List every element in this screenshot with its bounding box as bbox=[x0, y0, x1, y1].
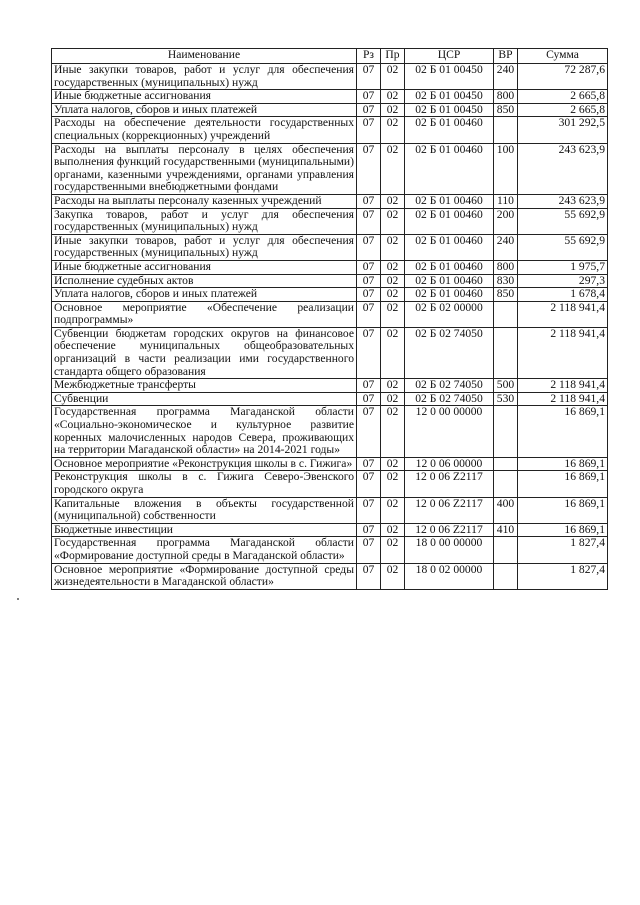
cell-vr bbox=[494, 327, 518, 378]
cell-name: Капитальные вложения в объекты государственной (муниципальной) собственности bbox=[52, 497, 357, 523]
cell-csr: 02 Б 01 00460 bbox=[405, 117, 494, 143]
cell-sum: 55 692,9 bbox=[518, 208, 608, 234]
cell-rz: 07 bbox=[357, 117, 381, 143]
table-row bbox=[52, 90, 608, 104]
cell-csr: 12 0 06 Z2117 bbox=[405, 497, 494, 523]
cell-rz: 07 bbox=[357, 260, 381, 274]
cell-rz: 07 bbox=[357, 301, 381, 327]
cell-rz: 07 bbox=[357, 64, 381, 90]
cell-pr: 02 bbox=[381, 301, 405, 327]
table-row bbox=[52, 327, 608, 378]
cell-name: Закупка товаров, работ и услуг для обеспечения государственных (муниципальных) нужд bbox=[52, 208, 357, 234]
cell-sum: 16 869,1 bbox=[518, 406, 608, 457]
cell-name: Бюджетные инвестиции bbox=[52, 523, 357, 537]
table-row bbox=[52, 208, 608, 234]
cell-csr: 12 0 06 Z2117 bbox=[405, 523, 494, 537]
cell-pr: 02 bbox=[381, 117, 405, 143]
cell-sum: 2 665,8 bbox=[518, 90, 608, 104]
cell-vr: 830 bbox=[494, 274, 518, 288]
cell-name: Уплата налогов, сборов и иных платежей bbox=[52, 103, 357, 117]
table-row bbox=[52, 301, 608, 327]
header-name: Наименование bbox=[52, 49, 357, 64]
cell-pr: 02 bbox=[381, 457, 405, 471]
table-header-row bbox=[52, 49, 608, 64]
cell-pr: 02 bbox=[381, 103, 405, 117]
cell-name: Иные закупки товаров, работ и услуг для обеспечения государственных (муниципальных) нужд bbox=[52, 64, 357, 90]
cell-sum: 2 118 941,4 bbox=[518, 301, 608, 327]
cell-pr: 02 bbox=[381, 90, 405, 104]
cell-vr bbox=[494, 457, 518, 471]
cell-rz: 07 bbox=[357, 406, 381, 457]
table-row bbox=[52, 563, 608, 589]
cell-vr: 240 bbox=[494, 234, 518, 260]
header-sum: Сумма bbox=[518, 49, 608, 64]
cell-csr: 12 0 06 Z2117 bbox=[405, 471, 494, 497]
cell-vr: 530 bbox=[494, 392, 518, 406]
cell-pr: 02 bbox=[381, 143, 405, 194]
header-pr: Пр bbox=[381, 49, 405, 64]
cell-pr: 02 bbox=[381, 274, 405, 288]
table-row bbox=[52, 497, 608, 523]
cell-rz: 07 bbox=[357, 274, 381, 288]
cell-rz: 07 bbox=[357, 392, 381, 406]
cell-pr: 02 bbox=[381, 497, 405, 523]
cell-name: Субвенции bbox=[52, 392, 357, 406]
table-row bbox=[52, 274, 608, 288]
table-row bbox=[52, 194, 608, 208]
cell-rz: 07 bbox=[357, 497, 381, 523]
cell-name: Государственная программа Магаданской области «Формирование доступной среды в Магаданской области» bbox=[52, 537, 357, 563]
cell-name: Межбюджетные трансферты bbox=[52, 379, 357, 393]
cell-sum: 72 287,6 bbox=[518, 64, 608, 90]
cell-csr: 02 Б 02 00000 bbox=[405, 301, 494, 327]
cell-sum: 1 827,4 bbox=[518, 563, 608, 589]
table-row bbox=[52, 260, 608, 274]
cell-rz: 07 bbox=[357, 471, 381, 497]
cell-name: Иные закупки товаров, работ и услуг для обеспечения государственных (муниципальных) нужд bbox=[52, 234, 357, 260]
cell-rz: 07 bbox=[357, 103, 381, 117]
cell-vr: 410 bbox=[494, 523, 518, 537]
cell-csr: 02 Б 02 74050 bbox=[405, 392, 494, 406]
cell-csr: 02 Б 01 00450 bbox=[405, 64, 494, 90]
cell-pr: 02 bbox=[381, 523, 405, 537]
cell-csr: 02 Б 02 74050 bbox=[405, 327, 494, 378]
cell-csr: 12 0 06 00000 bbox=[405, 457, 494, 471]
cell-sum: 16 869,1 bbox=[518, 471, 608, 497]
cell-csr: 02 Б 01 00460 bbox=[405, 288, 494, 302]
cell-name: Основное мероприятие «Обеспечение реализации подпрограммы» bbox=[52, 301, 357, 327]
cell-pr: 02 bbox=[381, 194, 405, 208]
cell-csr: 02 Б 01 00460 bbox=[405, 194, 494, 208]
cell-vr: 800 bbox=[494, 260, 518, 274]
cell-vr bbox=[494, 406, 518, 457]
cell-vr: 400 bbox=[494, 497, 518, 523]
cell-rz: 07 bbox=[357, 379, 381, 393]
cell-csr: 02 Б 01 00460 bbox=[405, 143, 494, 194]
cell-pr: 02 bbox=[381, 379, 405, 393]
cell-sum: 1 975,7 bbox=[518, 260, 608, 274]
cell-name: Расходы на обеспечение деятельности государственных специальных (коррекционных) учреждений bbox=[52, 117, 357, 143]
cell-sum: 2 118 941,4 bbox=[518, 327, 608, 378]
cell-vr: 850 bbox=[494, 103, 518, 117]
cell-pr: 02 bbox=[381, 234, 405, 260]
cell-sum: 243 623,9 bbox=[518, 194, 608, 208]
cell-sum: 16 869,1 bbox=[518, 497, 608, 523]
cell-pr: 02 bbox=[381, 327, 405, 378]
table-row bbox=[52, 537, 608, 563]
header-csr: ЦСР bbox=[405, 49, 494, 64]
cell-vr bbox=[494, 537, 518, 563]
cell-name: Иные бюджетные ассигнования bbox=[52, 90, 357, 104]
cell-pr: 02 bbox=[381, 537, 405, 563]
cell-rz: 07 bbox=[357, 457, 381, 471]
cell-rz: 07 bbox=[357, 194, 381, 208]
cell-vr bbox=[494, 301, 518, 327]
cell-csr: 18 0 02 00000 bbox=[405, 563, 494, 589]
cell-rz: 07 bbox=[357, 327, 381, 378]
cell-pr: 02 bbox=[381, 471, 405, 497]
cell-vr bbox=[494, 471, 518, 497]
cell-vr: 110 bbox=[494, 194, 518, 208]
cell-vr bbox=[494, 563, 518, 589]
table-row bbox=[52, 471, 608, 497]
cell-sum: 1 678,4 bbox=[518, 288, 608, 302]
table-row bbox=[52, 288, 608, 302]
cell-csr: 02 Б 01 00460 bbox=[405, 260, 494, 274]
table-row bbox=[52, 392, 608, 406]
table-row bbox=[52, 406, 608, 457]
cell-rz: 07 bbox=[357, 143, 381, 194]
cell-sum: 2 665,8 bbox=[518, 103, 608, 117]
cell-csr: 12 0 00 00000 bbox=[405, 406, 494, 457]
cell-csr: 02 Б 01 00460 bbox=[405, 234, 494, 260]
cell-pr: 02 bbox=[381, 563, 405, 589]
cell-vr: 850 bbox=[494, 288, 518, 302]
cell-sum: 243 623,9 bbox=[518, 143, 608, 194]
cell-name: Иные бюджетные ассигнования bbox=[52, 260, 357, 274]
cell-sum: 55 692,9 bbox=[518, 234, 608, 260]
cell-csr: 18 0 00 00000 bbox=[405, 537, 494, 563]
cell-csr: 02 Б 01 00450 bbox=[405, 90, 494, 104]
scan-speck bbox=[17, 598, 19, 600]
cell-pr: 02 bbox=[381, 288, 405, 302]
cell-vr: 100 bbox=[494, 143, 518, 194]
cell-vr bbox=[494, 117, 518, 143]
table-row bbox=[52, 379, 608, 393]
cell-name: Уплата налогов, сборов и иных платежей bbox=[52, 288, 357, 302]
cell-csr: 02 Б 01 00460 bbox=[405, 208, 494, 234]
cell-sum: 16 869,1 bbox=[518, 523, 608, 537]
cell-name: Основное мероприятие «Реконструкция школы в с. Гижига» bbox=[52, 457, 357, 471]
cell-sum: 2 118 941,4 bbox=[518, 392, 608, 406]
cell-sum: 16 869,1 bbox=[518, 457, 608, 471]
cell-name: Расходы на выплаты персоналу казенных учреждений bbox=[52, 194, 357, 208]
cell-name: Основное мероприятие «Формирование доступной среды жизнедеятельности в Магаданской области» bbox=[52, 563, 357, 589]
cell-vr: 500 bbox=[494, 379, 518, 393]
cell-pr: 02 bbox=[381, 392, 405, 406]
cell-sum: 1 827,4 bbox=[518, 537, 608, 563]
table-row bbox=[52, 64, 608, 90]
cell-vr: 200 bbox=[494, 208, 518, 234]
cell-name: Исполнение судебных актов bbox=[52, 274, 357, 288]
cell-pr: 02 bbox=[381, 64, 405, 90]
cell-pr: 02 bbox=[381, 260, 405, 274]
cell-sum: 2 118 941,4 bbox=[518, 379, 608, 393]
cell-rz: 07 bbox=[357, 90, 381, 104]
cell-rz: 07 bbox=[357, 563, 381, 589]
header-rz: Рз bbox=[357, 49, 381, 64]
cell-csr: 02 Б 01 00460 bbox=[405, 274, 494, 288]
cell-name: Реконструкция школы в с. Гижига Северо-Эвенского городского округа bbox=[52, 471, 357, 497]
cell-pr: 02 bbox=[381, 406, 405, 457]
table-row bbox=[52, 234, 608, 260]
cell-csr: 02 Б 02 74050 bbox=[405, 379, 494, 393]
table-row bbox=[52, 117, 608, 143]
cell-sum: 301 292,5 bbox=[518, 117, 608, 143]
table-row bbox=[52, 523, 608, 537]
table-row bbox=[52, 103, 608, 117]
cell-rz: 07 bbox=[357, 208, 381, 234]
cell-rz: 07 bbox=[357, 288, 381, 302]
table-row bbox=[52, 143, 608, 194]
cell-vr: 240 bbox=[494, 64, 518, 90]
cell-rz: 07 bbox=[357, 523, 381, 537]
cell-sum: 297,3 bbox=[518, 274, 608, 288]
cell-pr: 02 bbox=[381, 208, 405, 234]
cell-vr: 800 bbox=[494, 90, 518, 104]
cell-name: Государственная программа Магаданской области «Социально-экономическое и культурное развитие коренных малочисленных народов Севера, проживающих на территории Магаданской области» на 2014-2021 годы» bbox=[52, 406, 357, 457]
cell-rz: 07 bbox=[357, 537, 381, 563]
cell-name: Расходы на выплаты персоналу в целях обеспечения выполнения функций государственными (муниципальными) органами, казенными учреждениями, органами управления государственными внебюджетными фондами bbox=[52, 143, 357, 194]
table-row bbox=[52, 457, 608, 471]
cell-csr: 02 Б 01 00450 bbox=[405, 103, 494, 117]
budget-table bbox=[51, 48, 608, 590]
cell-name: Субвенции бюджетам городских округов на финансовое обеспечение муниципальных общеобразовательных организаций в части реализации ими государственного стандарта общего образования bbox=[52, 327, 357, 378]
header-vr: ВР bbox=[494, 49, 518, 64]
cell-rz: 07 bbox=[357, 234, 381, 260]
